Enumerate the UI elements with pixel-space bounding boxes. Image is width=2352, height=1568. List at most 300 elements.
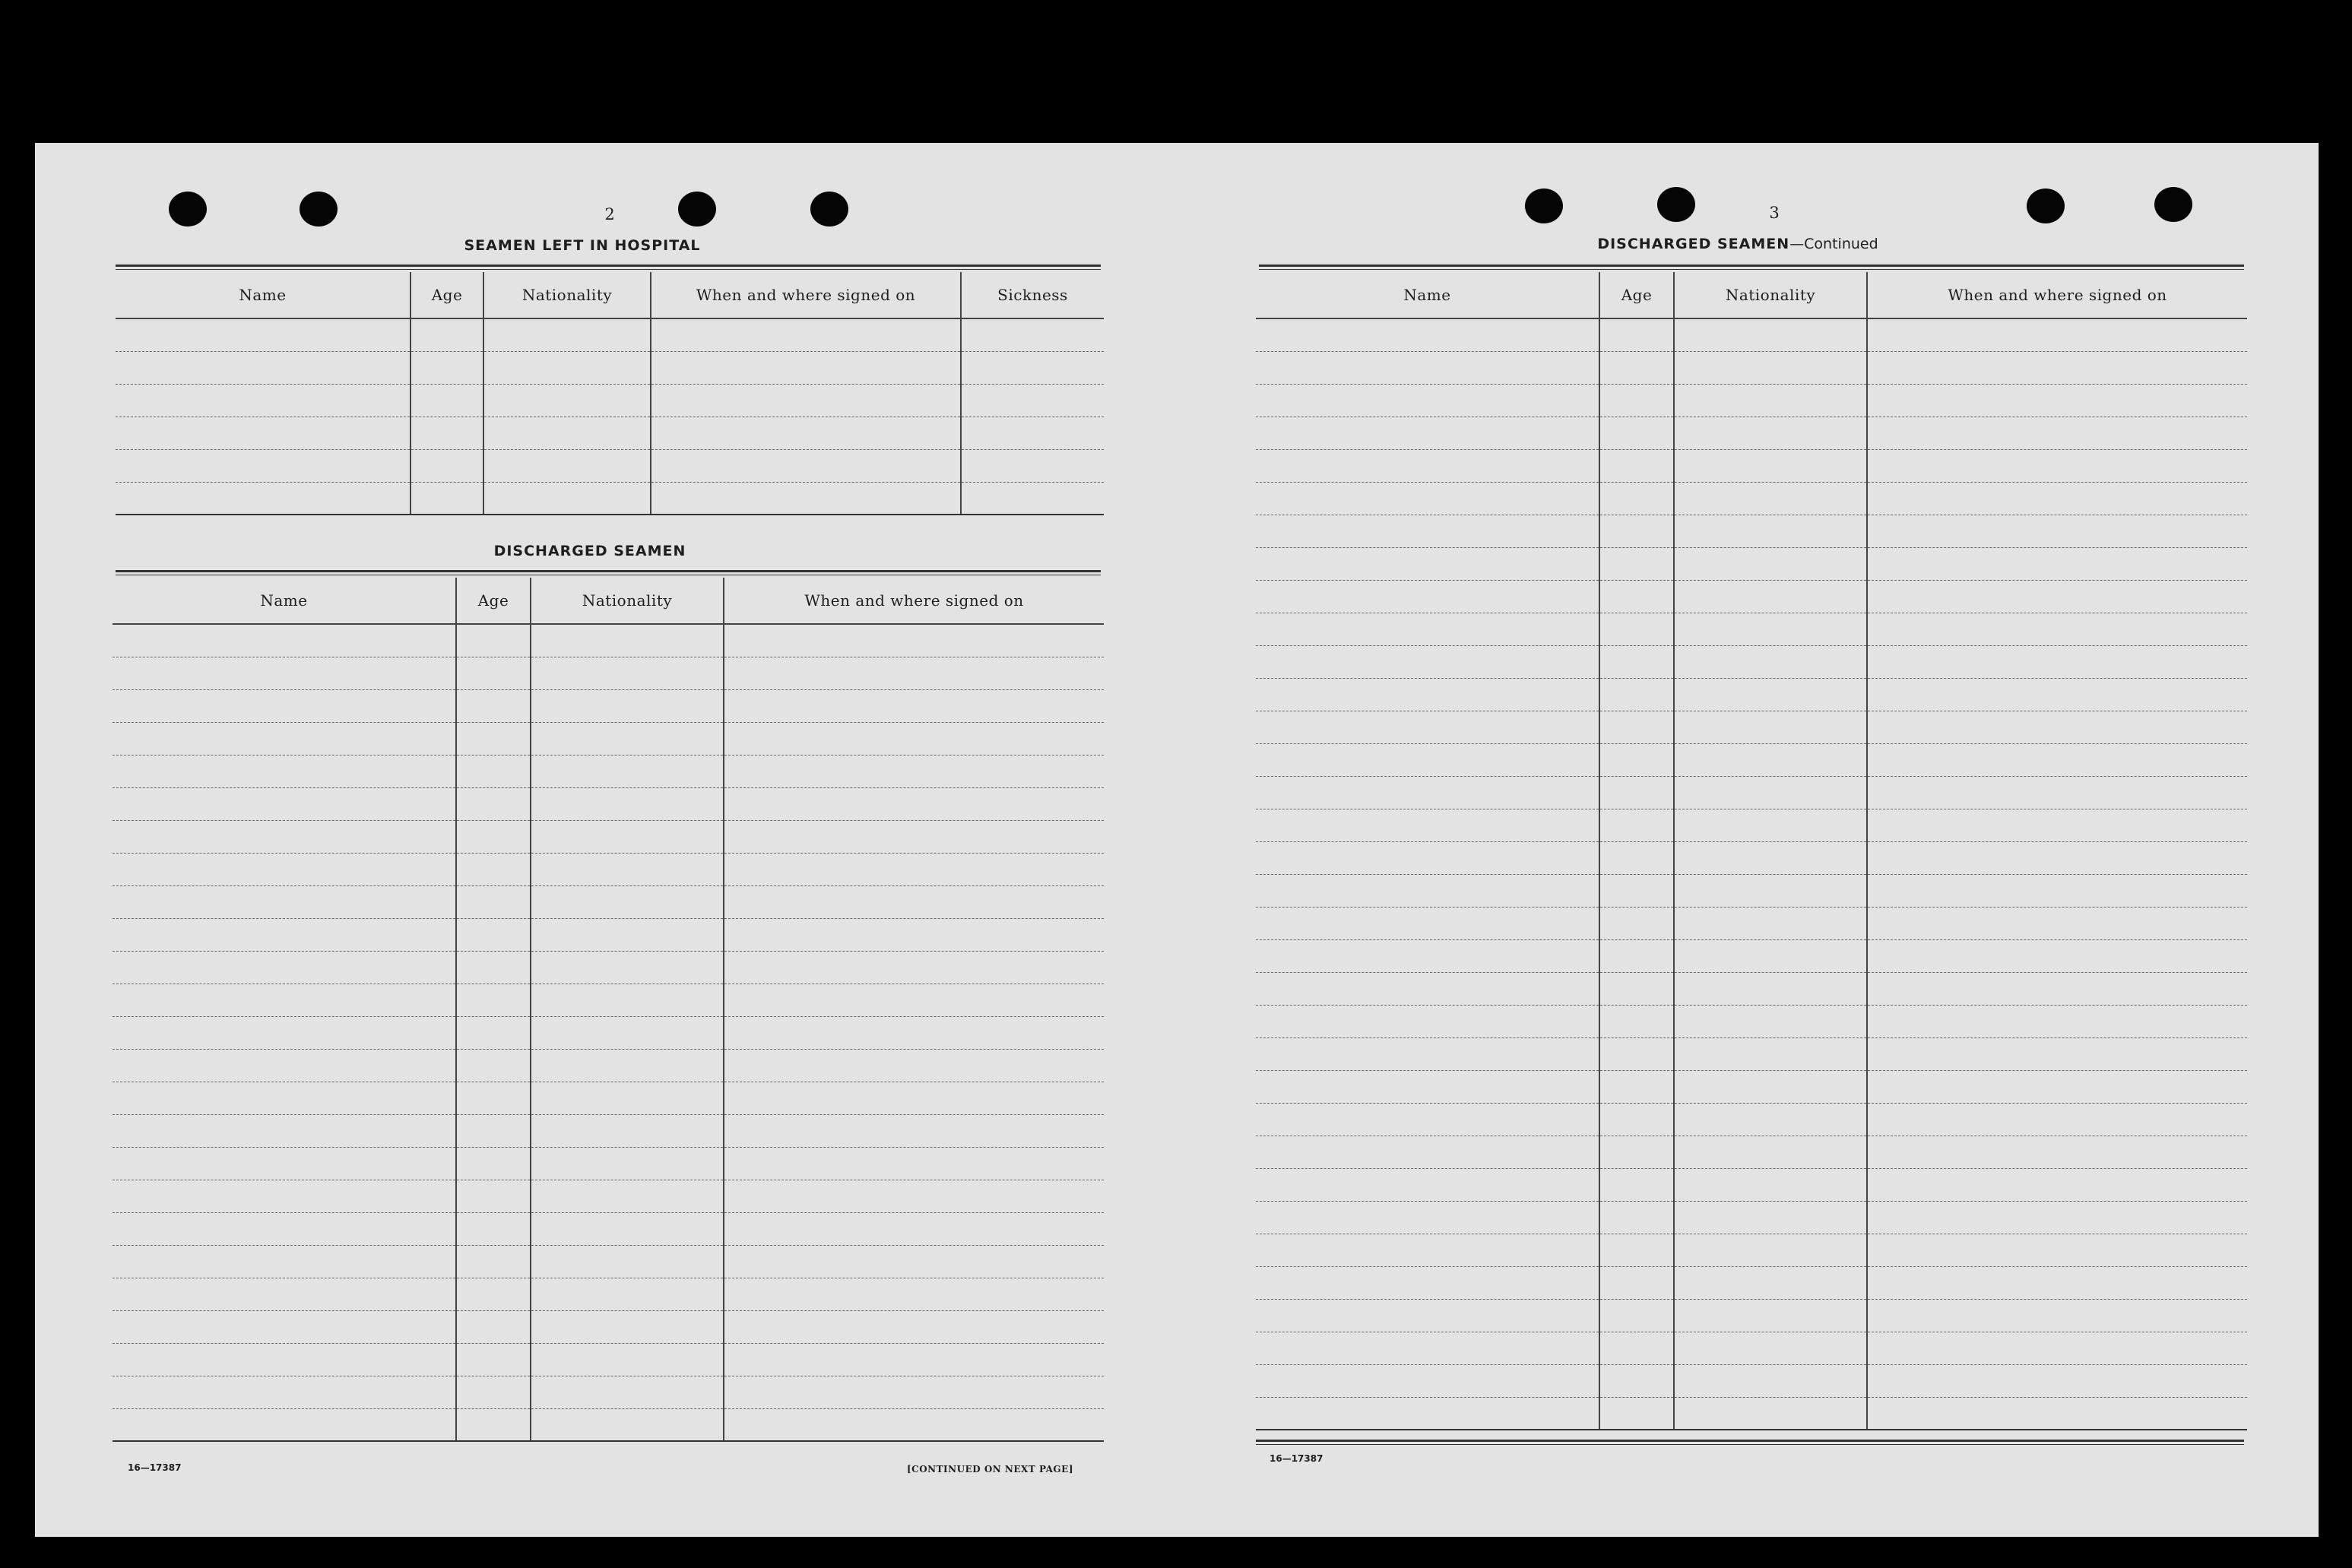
blank-cell (1256, 547, 1599, 580)
punch-hole (810, 192, 848, 226)
blank-cell (113, 1114, 456, 1147)
blank-cell (724, 1245, 1104, 1278)
blank-cell (113, 1016, 456, 1049)
blank-cell (1599, 711, 1674, 743)
blank-cell (1599, 1103, 1674, 1136)
blank-cell (1599, 939, 1674, 972)
blank-cell (531, 1245, 724, 1278)
table-row (1256, 1234, 2247, 1266)
table-row (113, 853, 1104, 885)
table-row (113, 1376, 1104, 1408)
blank-cell (531, 755, 724, 787)
blank-cell (113, 1343, 456, 1376)
blank-cell (1674, 645, 1867, 678)
table-row (1256, 645, 2247, 678)
blank-cell (1599, 907, 1674, 939)
blank-cell (724, 787, 1104, 820)
blank-cell (113, 1082, 456, 1114)
table-row (1256, 1070, 2247, 1103)
blank-cell (1867, 939, 2247, 972)
blank-cell (1674, 1136, 1867, 1168)
continued-discharged-table (1256, 272, 2247, 1430)
table-row (113, 951, 1104, 984)
table-row (113, 1016, 1104, 1049)
blank-cell (456, 951, 531, 984)
blank-cell (1256, 1234, 1599, 1266)
blank-cell (961, 351, 1104, 384)
blank-cell (1867, 809, 2247, 841)
column-header-nationality: Nationality (483, 272, 651, 318)
continued-table-body (1256, 318, 2247, 1430)
blank-cell (116, 351, 410, 384)
blank-cell (410, 417, 483, 449)
blank-cell (1256, 1037, 1599, 1070)
continued-note: [CONTINUED ON NEXT PAGE] (906, 1464, 1073, 1475)
blank-cell (410, 318, 483, 351)
blank-cell (1867, 874, 2247, 907)
blank-cell (531, 1408, 724, 1441)
blank-cell (1867, 613, 2247, 645)
blank-cell (483, 351, 651, 384)
column-header-age: Age (410, 272, 483, 318)
blank-cell (113, 722, 456, 755)
table-row (113, 1278, 1104, 1310)
blank-cell (1867, 776, 2247, 809)
blank-cell (456, 918, 531, 951)
table-row (1256, 743, 2247, 776)
blank-cell (1599, 1168, 1674, 1201)
table-row (1256, 711, 2247, 743)
blank-cell (1674, 1299, 1867, 1332)
blank-cell (1674, 351, 1867, 384)
blank-cell (724, 1082, 1104, 1114)
blank-cell (531, 787, 724, 820)
blank-cell (1256, 351, 1599, 384)
blank-cell (724, 1408, 1104, 1441)
table-row (116, 351, 1104, 384)
blank-cell (1256, 1005, 1599, 1037)
table-row (1256, 841, 2247, 874)
blank-cell (456, 1114, 531, 1147)
blank-cell (1867, 1234, 2247, 1266)
blank-cell (1674, 972, 1867, 1005)
punch-hole (1525, 188, 1563, 223)
blank-cell (1256, 1168, 1599, 1201)
blank-cell (961, 449, 1104, 482)
blank-cell (1256, 972, 1599, 1005)
blank-cell (724, 1016, 1104, 1049)
blank-cell (456, 624, 531, 657)
blank-cell (961, 318, 1104, 351)
blank-cell (1256, 449, 1599, 482)
blank-cell (1256, 743, 1599, 776)
blank-cell (724, 722, 1104, 755)
blank-cell (1674, 1037, 1867, 1070)
table-row (1256, 449, 2247, 482)
blank-cell (483, 482, 651, 515)
blank-cell (531, 984, 724, 1016)
blank-cell (1867, 417, 2247, 449)
blank-cell (456, 1212, 531, 1245)
blank-cell (1867, 1005, 2247, 1037)
discharged-continued-title-suffix: —Continued (1789, 236, 1878, 252)
blank-cell (113, 1212, 456, 1245)
table-row (1256, 972, 2247, 1005)
blank-cell (1674, 1266, 1867, 1299)
blank-cell (456, 1343, 531, 1376)
blank-cell (116, 318, 410, 351)
blank-cell (483, 449, 651, 482)
blank-cell (113, 689, 456, 722)
blank-cell (1256, 1364, 1599, 1397)
blank-cell (483, 318, 651, 351)
blank-cell (1674, 907, 1867, 939)
blank-cell (410, 351, 483, 384)
blank-cell (1256, 907, 1599, 939)
blank-cell (1599, 449, 1674, 482)
table-row (113, 1147, 1104, 1180)
table-row (1256, 1299, 2247, 1332)
discharged-continued-title-main: DISCHARGED SEAMEN (1597, 236, 1790, 252)
table-row (1256, 417, 2247, 449)
blank-cell (1674, 482, 1867, 515)
blank-cell (456, 1082, 531, 1114)
blank-cell (724, 624, 1104, 657)
table-row (1256, 1364, 2247, 1397)
blank-cell (113, 657, 456, 689)
blank-cell (531, 1082, 724, 1114)
blank-cell (113, 984, 456, 1016)
blank-cell (724, 918, 1104, 951)
blank-cell (651, 384, 961, 417)
blank-cell (1674, 580, 1867, 613)
blank-cell (116, 417, 410, 449)
blank-cell (1256, 1201, 1599, 1234)
blank-cell (1674, 1103, 1867, 1136)
blank-cell (724, 1180, 1104, 1212)
table-row (116, 417, 1104, 449)
punch-hole (2154, 187, 2192, 222)
blank-cell (1599, 1299, 1674, 1332)
blank-cell (456, 787, 531, 820)
table-row (1256, 1201, 2247, 1234)
table-row (1256, 939, 2247, 972)
table-row (1256, 1332, 2247, 1364)
blank-cell (1867, 1103, 2247, 1136)
blank-cell (1256, 678, 1599, 711)
blank-cell (1256, 645, 1599, 678)
continued-title-rule (1259, 265, 2244, 270)
table-row (116, 318, 1104, 351)
table-row (1256, 351, 2247, 384)
blank-cell (456, 1049, 531, 1082)
blank-cell (724, 853, 1104, 885)
blank-cell (1674, 515, 1867, 547)
blank-cell (1599, 972, 1674, 1005)
blank-cell (113, 787, 456, 820)
blank-cell (651, 318, 961, 351)
column-header-nationality: Nationality (531, 578, 724, 624)
blank-cell (651, 482, 961, 515)
blank-cell (1867, 678, 2247, 711)
table-row (113, 1212, 1104, 1245)
table-row (113, 1343, 1104, 1376)
blank-cell (1867, 351, 2247, 384)
blank-cell (1599, 613, 1674, 645)
blank-cell (113, 885, 456, 918)
table-row (113, 885, 1104, 918)
blank-cell (1256, 711, 1599, 743)
table-row (1256, 1266, 2247, 1299)
blank-cell (113, 918, 456, 951)
blank-cell (1674, 1005, 1867, 1037)
blank-cell (1867, 1266, 2247, 1299)
table-row (113, 820, 1104, 853)
blank-cell (1599, 1234, 1674, 1266)
blank-cell (1599, 1332, 1674, 1364)
table-row (113, 1180, 1104, 1212)
table-row (116, 482, 1104, 515)
table-row (113, 1049, 1104, 1082)
blank-cell (1599, 515, 1674, 547)
blank-cell (113, 1147, 456, 1180)
discharged-continued-title (1548, 236, 1928, 252)
blank-cell (724, 820, 1104, 853)
blank-cell (1867, 449, 2247, 482)
blank-cell (1674, 318, 1867, 351)
blank-cell (1256, 809, 1599, 841)
table-row (113, 722, 1104, 755)
blank-cell (1599, 1005, 1674, 1037)
blank-cell (456, 853, 531, 885)
discharged-section-title: DISCHARGED SEAMEN (493, 543, 686, 559)
table-row (1256, 678, 2247, 711)
blank-cell (1599, 351, 1674, 384)
blank-cell (456, 1278, 531, 1310)
table-row (113, 1310, 1104, 1343)
hospital-table-body (116, 318, 1104, 515)
column-header-name: Name (116, 272, 410, 318)
blank-cell (531, 1376, 724, 1408)
blank-cell (1674, 1070, 1867, 1103)
blank-cell (456, 1408, 531, 1441)
table-row (1256, 1103, 2247, 1136)
blank-cell (1599, 482, 1674, 515)
form-code-right: 16—17387 (1270, 1453, 1323, 1464)
blank-cell (1599, 580, 1674, 613)
table-row (1256, 318, 2247, 351)
blank-cell (961, 482, 1104, 515)
blank-cell (1599, 776, 1674, 809)
blank-cell (1256, 874, 1599, 907)
column-header-sickness: Sickness (961, 272, 1104, 318)
table-row (116, 449, 1104, 482)
blank-cell (1674, 841, 1867, 874)
blank-cell (1256, 384, 1599, 417)
blank-cell (1256, 1266, 1599, 1299)
punch-hole (678, 192, 716, 226)
blank-cell (1867, 972, 2247, 1005)
table-row (1256, 613, 2247, 645)
blank-cell (1599, 384, 1674, 417)
discharged-table (113, 578, 1104, 1442)
blank-cell (1674, 1397, 1867, 1430)
blank-cell (1674, 809, 1867, 841)
blank-cell (456, 722, 531, 755)
blank-cell (724, 755, 1104, 787)
blank-cell (113, 1180, 456, 1212)
punch-hole (169, 192, 207, 226)
blank-cell (651, 351, 961, 384)
blank-cell (1674, 776, 1867, 809)
table-row (113, 918, 1104, 951)
blank-cell (1867, 580, 2247, 613)
blank-cell (1256, 1332, 1599, 1364)
blank-cell (531, 1016, 724, 1049)
blank-cell (1599, 841, 1674, 874)
blank-cell (1674, 449, 1867, 482)
blank-cell (1867, 1070, 2247, 1103)
table-row (1256, 515, 2247, 547)
blank-cell (456, 1016, 531, 1049)
blank-cell (651, 417, 961, 449)
blank-cell (1599, 1037, 1674, 1070)
blank-cell (1599, 1266, 1674, 1299)
blank-cell (724, 1343, 1104, 1376)
blank-cell (116, 449, 410, 482)
blank-cell (1599, 417, 1674, 449)
blank-cell (1256, 1299, 1599, 1332)
blank-cell (456, 657, 531, 689)
blank-cell (456, 1310, 531, 1343)
table-row (113, 1408, 1104, 1441)
blank-cell (1867, 907, 2247, 939)
blank-cell (1867, 1299, 2247, 1332)
blank-cell (113, 1278, 456, 1310)
blank-cell (1599, 1364, 1674, 1397)
blank-cell (724, 1376, 1104, 1408)
blank-cell (1256, 515, 1599, 547)
blank-cell (961, 384, 1104, 417)
blank-cell (724, 1212, 1104, 1245)
blank-cell (1867, 318, 2247, 351)
blank-cell (724, 657, 1104, 689)
blank-cell (1674, 678, 1867, 711)
blank-cell (1867, 1136, 2247, 1168)
blank-cell (456, 755, 531, 787)
table-row (1256, 907, 2247, 939)
blank-cell (1599, 645, 1674, 678)
blank-cell (1256, 417, 1599, 449)
table-row (1256, 809, 2247, 841)
discharged-table-body (113, 624, 1104, 1441)
blank-cell (724, 1278, 1104, 1310)
blank-cell (1674, 1168, 1867, 1201)
blank-cell (410, 482, 483, 515)
blank-cell (456, 984, 531, 1016)
blank-cell (531, 1343, 724, 1376)
column-header-name: Name (1256, 272, 1599, 318)
blank-cell (1674, 1332, 1867, 1364)
blank-cell (724, 1114, 1104, 1147)
blank-cell (531, 1278, 724, 1310)
hospital-section-title: SEAMEN LEFT IN HOSPITAL (464, 237, 701, 254)
blank-cell (1674, 1234, 1867, 1266)
blank-cell (531, 624, 724, 657)
blank-cell (116, 482, 410, 515)
blank-cell (1599, 678, 1674, 711)
blank-cell (1674, 1364, 1867, 1397)
punch-hole (300, 192, 338, 226)
blank-cell (456, 1147, 531, 1180)
blank-cell (531, 1310, 724, 1343)
table-row (113, 624, 1104, 657)
blank-cell (724, 951, 1104, 984)
table-row (113, 1082, 1104, 1114)
column-header-name: Name (113, 578, 456, 624)
blank-cell (531, 689, 724, 722)
blank-cell (1867, 1397, 2247, 1430)
blank-cell (1599, 1201, 1674, 1234)
blank-cell (113, 951, 456, 984)
table-row (113, 787, 1104, 820)
blank-cell (1867, 1201, 2247, 1234)
blank-cell (113, 755, 456, 787)
document-sheet (35, 143, 2319, 1537)
blank-cell (531, 1147, 724, 1180)
blank-cell (1256, 776, 1599, 809)
blank-cell (1867, 841, 2247, 874)
blank-cell (1599, 1136, 1674, 1168)
blank-cell (1867, 1332, 2247, 1364)
blank-cell (531, 885, 724, 918)
blank-cell (724, 1049, 1104, 1082)
page-number-left: 2 (604, 205, 615, 223)
blank-cell (1867, 645, 2247, 678)
blank-cell (531, 853, 724, 885)
table-row (1256, 580, 2247, 613)
blank-cell (1674, 613, 1867, 645)
table-row (116, 384, 1104, 417)
blank-cell (1256, 1397, 1599, 1430)
table-row (1256, 384, 2247, 417)
column-header-nationality: Nationality (1674, 272, 1867, 318)
blank-cell (1674, 1201, 1867, 1234)
column-header-signed-on: When and where signed on (651, 272, 961, 318)
blank-cell (1256, 318, 1599, 351)
blank-cell (1599, 547, 1674, 580)
blank-cell (1256, 1070, 1599, 1103)
blank-cell (113, 624, 456, 657)
blank-cell (113, 1245, 456, 1278)
discharged-title-rule (116, 570, 1101, 575)
blank-cell (1674, 384, 1867, 417)
table-row (1256, 482, 2247, 515)
blank-cell (456, 1376, 531, 1408)
blank-cell (1674, 547, 1867, 580)
blank-cell (1867, 1037, 2247, 1070)
table-row (1256, 1136, 2247, 1168)
table-row (113, 657, 1104, 689)
blank-cell (531, 951, 724, 984)
blank-cell (1674, 711, 1867, 743)
blank-cell (1256, 1103, 1599, 1136)
blank-cell (724, 885, 1104, 918)
table-row (1256, 874, 2247, 907)
blank-cell (483, 384, 651, 417)
continued-bottom-rule (1256, 1440, 2244, 1445)
blank-cell (531, 657, 724, 689)
